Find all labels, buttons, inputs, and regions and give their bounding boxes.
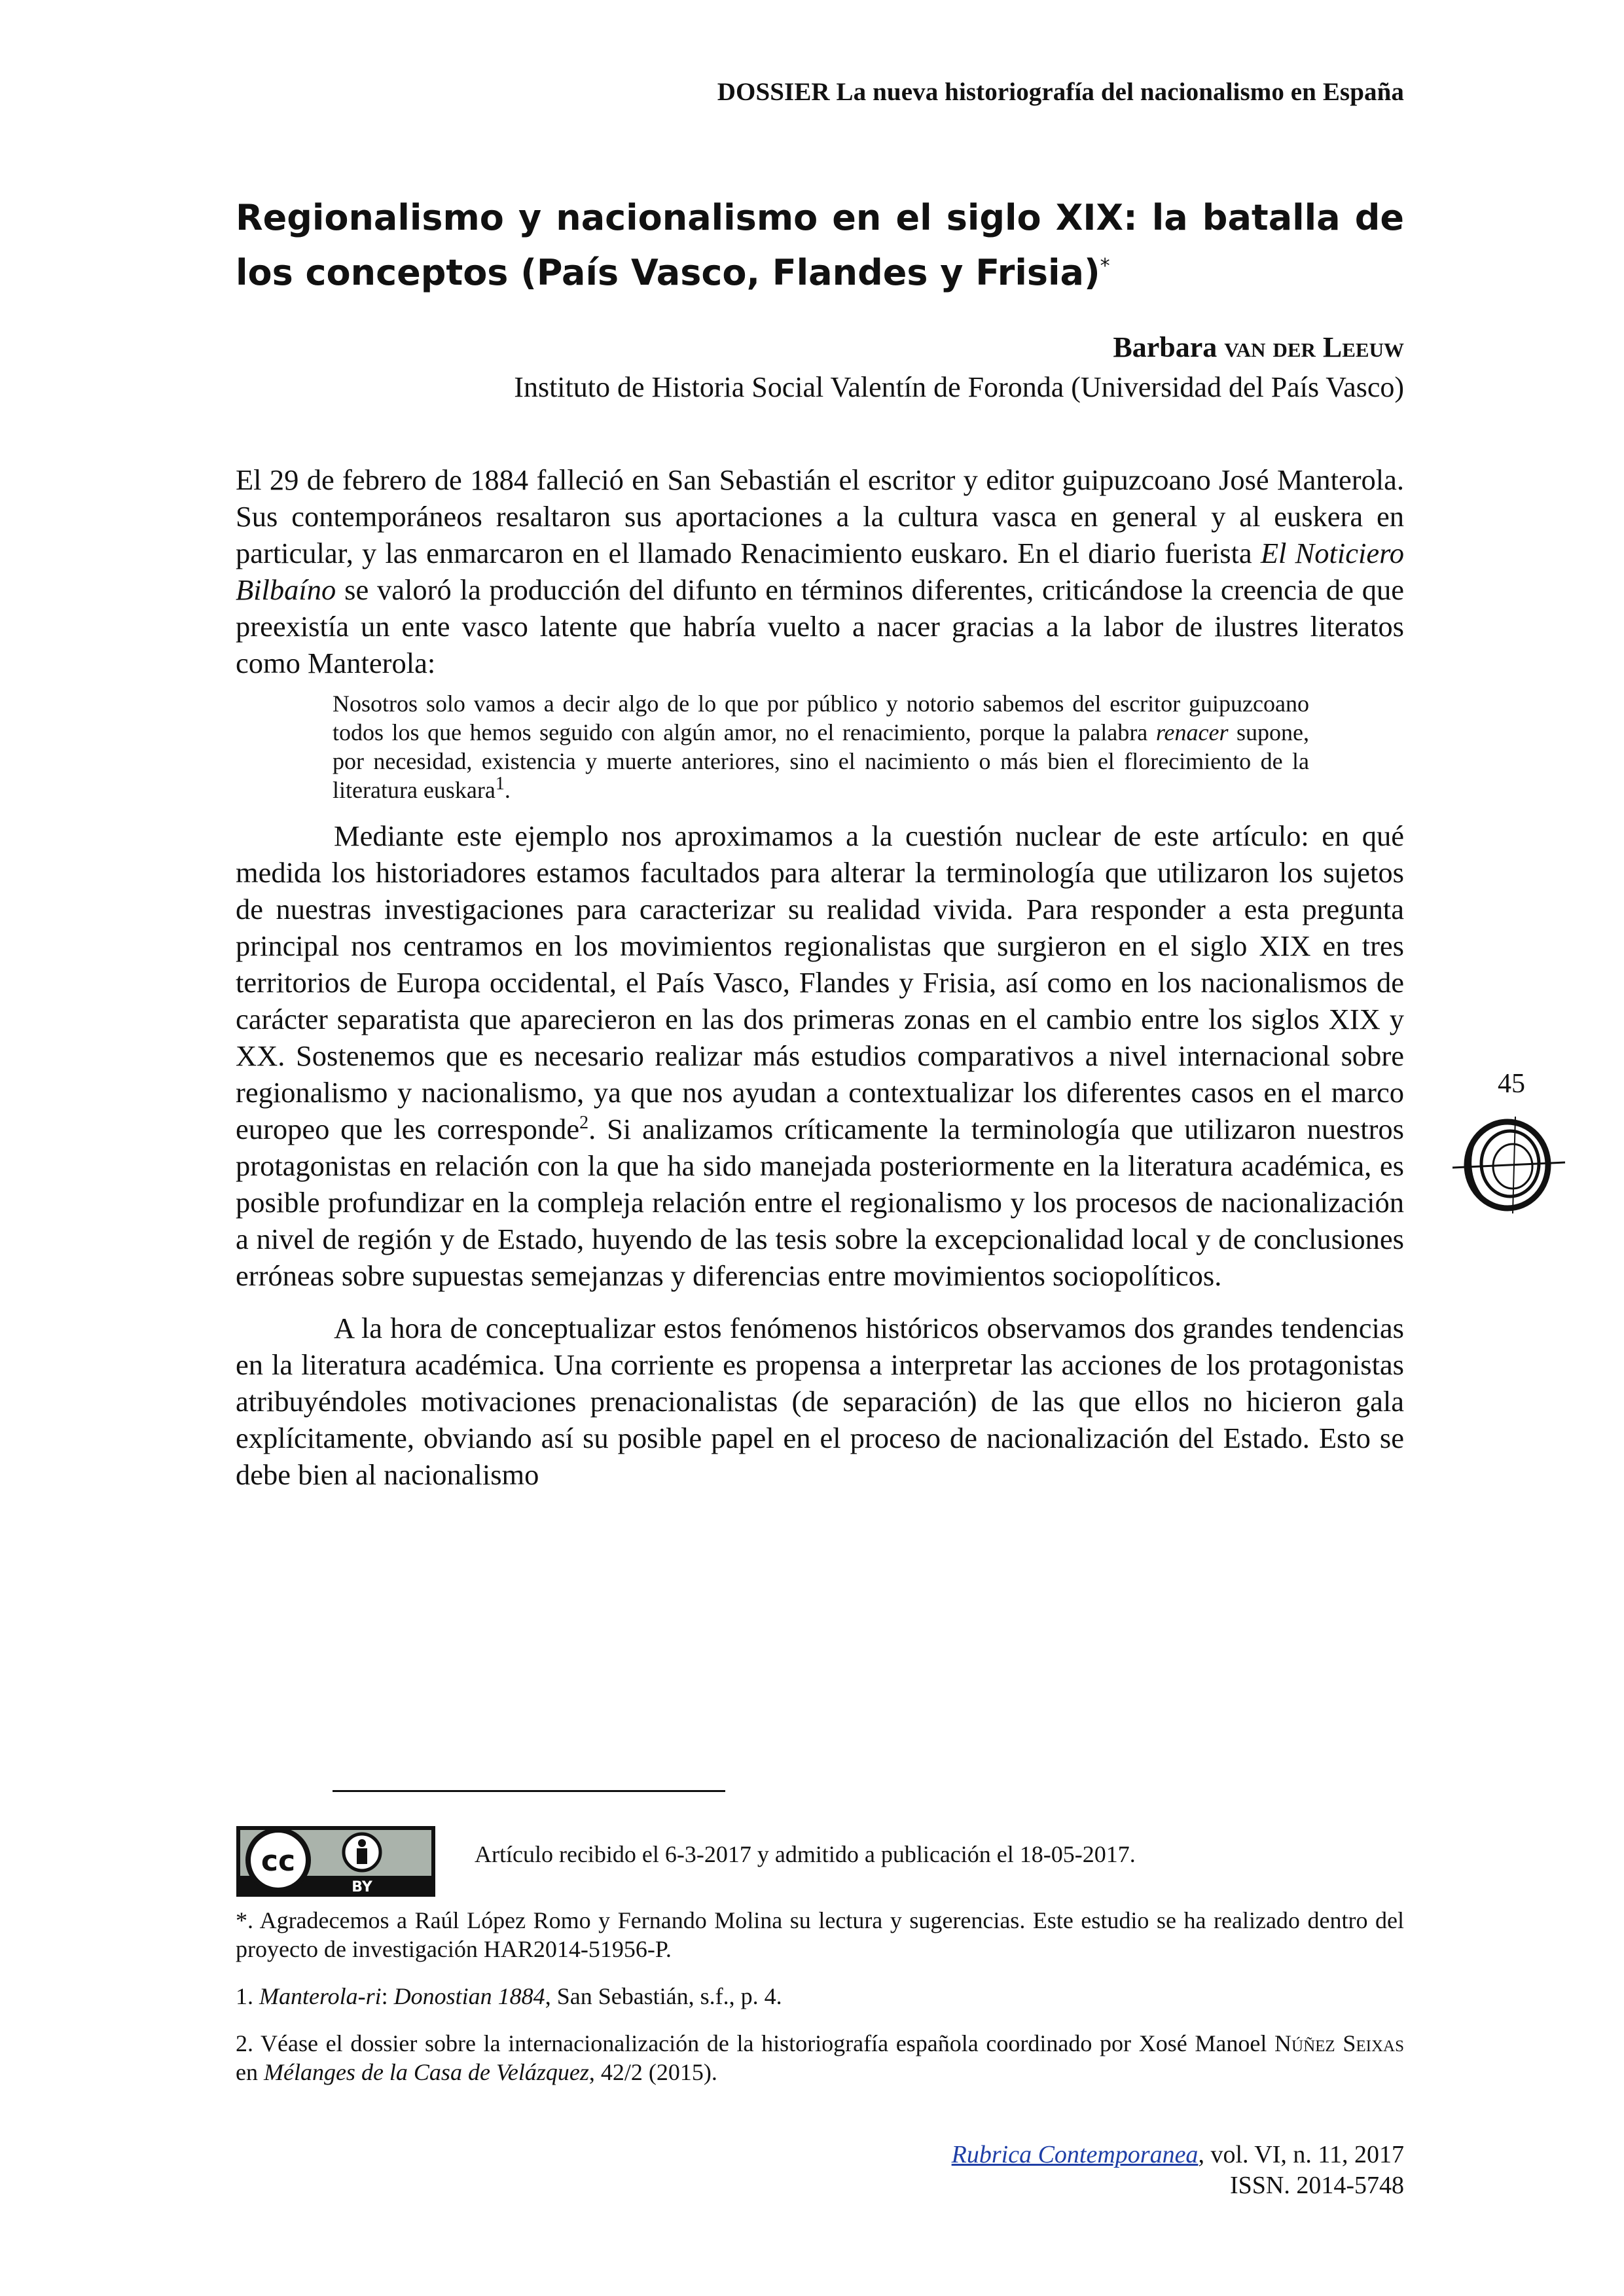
- article-body: [236, 461, 1404, 1493]
- quote-text-b: supone, por necesidad, existencia y muerte anteriores, sino el nacimiento o más bien el florecimiento de la literatura euskara: [333, 719, 1309, 803]
- journal-link[interactable]: Rubrica Contemporanea: [951, 2141, 1199, 2168]
- footnote-2-text-a: 2. Véase el dossier sobre la internacionalización de la historiografía española coordinado por Xosé Manoel: [236, 2030, 1275, 2056]
- footnote-1-title-a: Manterola-ri: [259, 1983, 382, 2009]
- quote-text-a: Nosotros solo vamos a decir algo de lo que por público y notorio sabemos del escritor guipuzcoano todos los que hemos seguido con algún amor, no el renacimiento, porque la palabra: [333, 691, 1309, 745]
- title-footnote-mark[interactable]: *: [1100, 255, 1110, 278]
- paragraph-1-text-b: se valoró la producción del difunto en términos diferentes, criticándose la creencia de que preexistía un ente vasco latente que habría vuelto a nacer gracias a la labor de ilustres literatos como Manterola:: [236, 573, 1404, 679]
- page-number: 45: [1498, 1069, 1525, 1099]
- footnote-star: *. Agradecemos a Raúl López Romo y Fernando Molina su lectura y sugerencias. Este estudio se ha realizado dentro del proyecto de investigación HAR2014-51956-P.: [236, 1907, 1404, 1962]
- footnote-1-sep: :: [381, 1983, 394, 2009]
- issn: ISSN. 2014-5748: [1229, 2172, 1404, 2199]
- footnote-2: [236, 2029, 1404, 2087]
- footnote-1: [236, 1982, 1404, 2011]
- footnotes: [236, 1906, 1404, 2105]
- paragraph-2: [236, 817, 1404, 1294]
- volume-info: , vol. VI, n. 11, 2017: [1198, 2141, 1404, 2168]
- block-quote: [333, 689, 1309, 804]
- footnote-2-text-b: en: [236, 2059, 264, 2085]
- cc-by-license-badge[interactable]: [236, 1826, 435, 1897]
- author-block: [514, 327, 1404, 407]
- footnote-separator: [333, 1790, 725, 1792]
- journal-logo-icon: [1450, 1113, 1568, 1217]
- by-label: BY: [352, 1879, 372, 1895]
- paragraph-2-text-b: . Si analizamos críticamente la terminología que utilizaron nuestros protagonistas en relación con la que ha sido manejada posteriormente en la literatura académica, es posible profundizar en la compleja relación entre el regionalismo y los procesos de nacionalización a nivel de región y de Estado, huyendo de las tesis sobre la excepcionalidad local y de conclusiones erróneas sobre supuestas semejanzas y diferencias entre movimientos sociopolíticos.: [236, 1113, 1404, 1292]
- page-footer: [952, 2140, 1404, 2201]
- paragraph-1-text-a: El 29 de febrero de 1884 falleció en San Sebastián el escritor y editor guipuzcoano José Manterola. Sus contemporáneos resaltaron sus aportaciones a la cultura vasca en general y al euskera en particular, y las enmarcaron en el llamado Renacimiento euskaro. En el diario fuerista: [236, 463, 1404, 569]
- author-first-name: Barbara: [1113, 331, 1218, 363]
- citation-line: [952, 2140, 1404, 2170]
- footnote-ref-2[interactable]: 2: [579, 1113, 589, 1134]
- paragraph-1: [236, 461, 1404, 681]
- quote-italic-word: renacer: [1155, 719, 1229, 745]
- paragraph-2-text-a: Mediante este ejemplo nos aproximamos a la cuestión nuclear de este artículo: en qué medida los historiadores estamos facultados para alterar la terminología que utilizaron los sujetos de nuestras investigaciones para caracterizar su realidad vivida. Para responder a esta pregunta principal nos centramos en los movimientos regionalistas que surgieron en el siglo XIX en tres territorios de Europa occidental, el País Vasco, Flandes y Frisia, así como en los nacionalismos de carácter separatista que aparecieron en las dos primeras zonas en el cambio entre los siglos XIX y XX. Sostenemos que es necesario realizar más estudios comparativos a nivel internacional sobre regionalismo y nacionalismo, ya que nos ayudan a contextualizar los diferentes casos en el marco europeo que les corresponde: [236, 819, 1404, 1145]
- footnote-1-rest: , San Sebastián, s.f., p. 4.: [545, 1983, 782, 2009]
- paragraph-3: A la hora de conceptualizar estos fenómenos históricos observamos dos grandes tendencias en la literatura académica. Una corriente es propensa a interpretar las acciones de los protagonistas atribuyéndoles motivaciones prenacionalistas (de separación) de las que ellos no hicieron gala explícitamente, obviando así su posible papel en el proceso de nacionalización del Estado. Esto se debe bien al nacionalismo: [236, 1312, 1404, 1491]
- footnote-1-number: 1.: [236, 1983, 259, 2009]
- author-last-name: van der Leeuw: [1224, 331, 1404, 363]
- article-title: [236, 194, 1404, 297]
- running-header: DOSSIER La nueva historiografía del nacionalismo en España: [717, 78, 1404, 106]
- received-date: Artículo recibido el 6-3-2017 y admitido a publicación el 18-05-2017.: [475, 1841, 1136, 1867]
- author-name: [514, 327, 1404, 367]
- cc-by-icon: [238, 1827, 434, 1895]
- newspaper-title: El Noticiero Bilbaíno: [236, 537, 1404, 606]
- quote-end: .: [504, 777, 511, 803]
- article-title-text: Regionalismo y nacionalismo en el siglo XIX: la batalla de los conceptos (País Vasco, Flandes y Frisia): [236, 197, 1404, 293]
- footnote-ref-1[interactable]: 1: [495, 774, 505, 794]
- footnote-2-text-c: , 42/2 (2015).: [588, 2059, 717, 2085]
- footnote-1-title-b: Donostian 1884: [393, 1983, 545, 2009]
- footnote-2-journal: Mélanges de la Casa de Velázquez: [263, 2059, 589, 2085]
- cc-label: cc: [261, 1844, 296, 1878]
- author-affiliation: Instituto de Historia Social Valentín de Foronda (Universidad del País Vasco): [514, 371, 1404, 403]
- footnote-2-author: Núñez Seixas: [1274, 2030, 1404, 2056]
